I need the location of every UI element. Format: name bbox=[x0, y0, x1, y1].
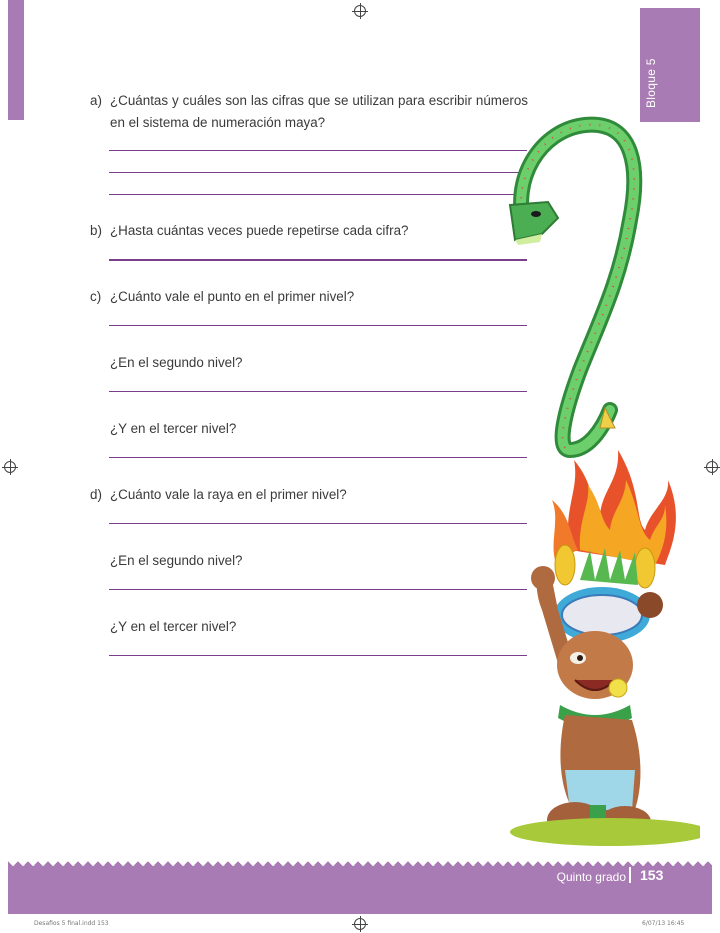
registration-mark-top bbox=[354, 5, 366, 17]
question-letter: c) bbox=[90, 289, 102, 304]
registration-mark-left bbox=[4, 461, 16, 473]
registration-mark-right bbox=[706, 461, 718, 473]
answer-line[interactable] bbox=[109, 655, 527, 656]
answer-line[interactable] bbox=[109, 325, 527, 326]
answer-line[interactable] bbox=[109, 523, 527, 524]
answer-line[interactable] bbox=[109, 194, 527, 195]
printmark-left: Desafios 5 final.indd 153 bbox=[34, 920, 109, 927]
left-band-zigzag bbox=[8, 114, 24, 122]
footer-separator bbox=[629, 867, 631, 883]
question-letter: b) bbox=[90, 223, 102, 238]
bloque-label: Bloque 5 bbox=[644, 58, 658, 108]
serpent-illustration bbox=[510, 125, 634, 450]
corn-headdress bbox=[554, 545, 655, 643]
footer-grade: Quinto grado bbox=[556, 870, 626, 884]
question-text: ¿Hasta cuántas veces puede repetirse cada cifra? bbox=[110, 223, 409, 238]
question-text: ¿En el segundo nivel? bbox=[110, 553, 243, 568]
question-letter: a) bbox=[90, 93, 102, 108]
question-text: ¿Cuánto vale el punto en el primer nivel? bbox=[110, 289, 355, 304]
maya-illustration bbox=[470, 110, 700, 855]
footer-zigzag bbox=[8, 858, 712, 866]
answer-line[interactable] bbox=[109, 391, 527, 392]
page-number: 153 bbox=[640, 867, 664, 883]
answer-line[interactable] bbox=[109, 172, 527, 173]
question-text: ¿En el segundo nivel? bbox=[110, 355, 243, 370]
answer-line[interactable] bbox=[109, 457, 527, 458]
question-text: ¿Y en el tercer nivel? bbox=[110, 619, 237, 634]
printmark-right: 6/07/13 16:45 bbox=[642, 920, 685, 927]
answer-line[interactable] bbox=[109, 150, 527, 151]
question-text: ¿Cuánto vale la raya en el primer nivel? bbox=[110, 487, 347, 502]
question-letter: d) bbox=[90, 487, 102, 502]
left-decorative-band bbox=[8, 0, 24, 120]
question-text: ¿Y en el tercer nivel? bbox=[110, 421, 237, 436]
answer-line[interactable] bbox=[109, 589, 527, 590]
registration-mark-bottom bbox=[354, 918, 366, 930]
answer-line[interactable] bbox=[109, 259, 527, 261]
question-text: ¿Cuántas y cuáles son las cifras que se utilizan para escribir números en el sistema de numeración maya? bbox=[110, 93, 528, 130]
